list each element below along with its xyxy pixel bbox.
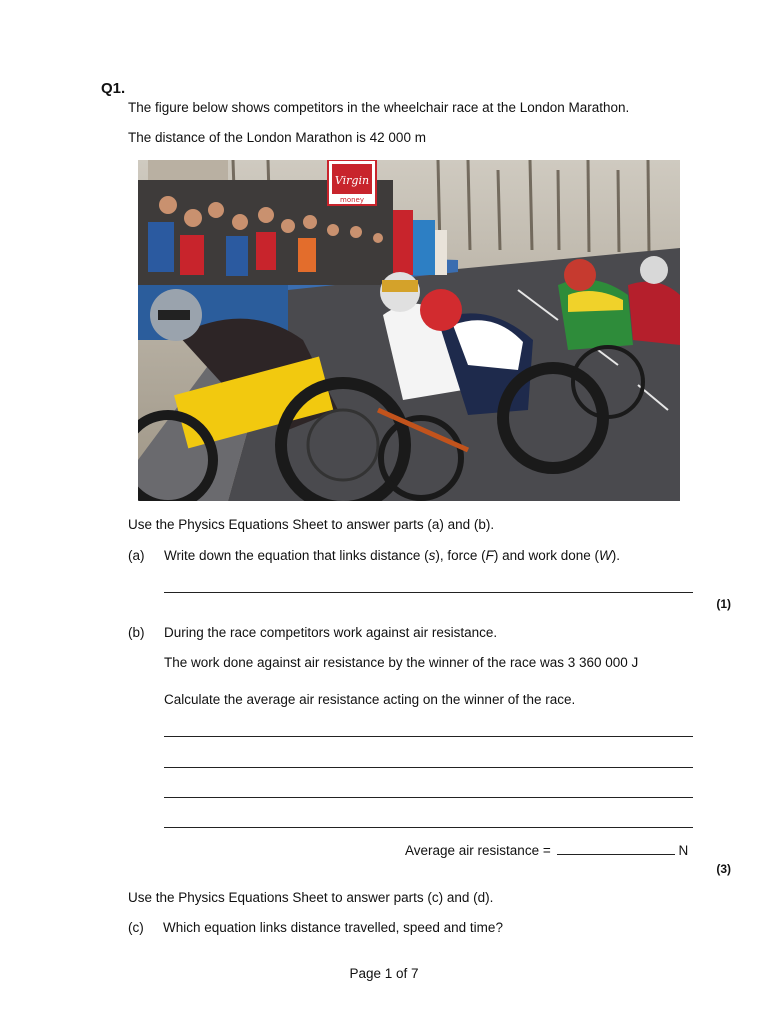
part-c-label: (c) <box>128 920 144 935</box>
var-W: W <box>598 548 612 563</box>
part-a-question <box>164 548 620 564</box>
part-a-text-3: ) and work done ( <box>493 548 599 563</box>
part-b-marks: (3) <box>716 862 731 876</box>
working-line-1[interactable] <box>164 736 693 737</box>
sign-brand: Virgin <box>334 174 370 187</box>
working-line-3[interactable] <box>164 797 693 798</box>
part-b-text: During the race competitors work against air resistance. <box>164 625 498 640</box>
part-b-task: Calculate the average air resistance acting on the winner of the race. <box>164 692 576 707</box>
part-b-label: (b) <box>128 625 145 640</box>
question-intro: The figure below shows competitors in the wheelchair race at the London Marathon. <box>128 100 630 115</box>
var-s: s <box>428 548 436 563</box>
distance-statement: The distance of the London Marathon is 42 000 m <box>128 130 426 145</box>
var-F: F <box>485 548 494 563</box>
answer-blank[interactable] <box>557 842 675 855</box>
instruction-ab: Use the Physics Equations Sheet to answer parts (a) and (b). <box>128 517 495 532</box>
answer-row <box>405 842 688 859</box>
part-b-work-done: The work done against air resistance by the winner of the race was 3 360 000 J <box>164 655 639 670</box>
instruction-cd: Use the Physics Equations Sheet to answer parts (c) and (d). <box>128 890 494 905</box>
question-number: Q1. <box>101 80 126 97</box>
part-c-text: Which equation links distance travelled, speed and time? <box>163 920 503 935</box>
part-a-marks: (1) <box>716 597 731 611</box>
part-a-text-1: Write down the equation that links distance ( <box>164 548 429 563</box>
part-a-label: (a) <box>128 548 145 563</box>
marathon-photo <box>138 160 680 501</box>
working-line-4[interactable] <box>164 827 693 828</box>
answer-line-a[interactable] <box>164 592 693 593</box>
sign-sub: money <box>340 196 364 204</box>
working-line-2[interactable] <box>164 767 693 768</box>
answer-label: Average air resistance = <box>405 843 555 858</box>
answer-unit: N <box>678 843 689 858</box>
part-a-text-4: ). <box>611 548 620 563</box>
page-footer: Page 1 of 7 <box>349 966 419 981</box>
part-a-text-2: ), force ( <box>435 548 486 563</box>
